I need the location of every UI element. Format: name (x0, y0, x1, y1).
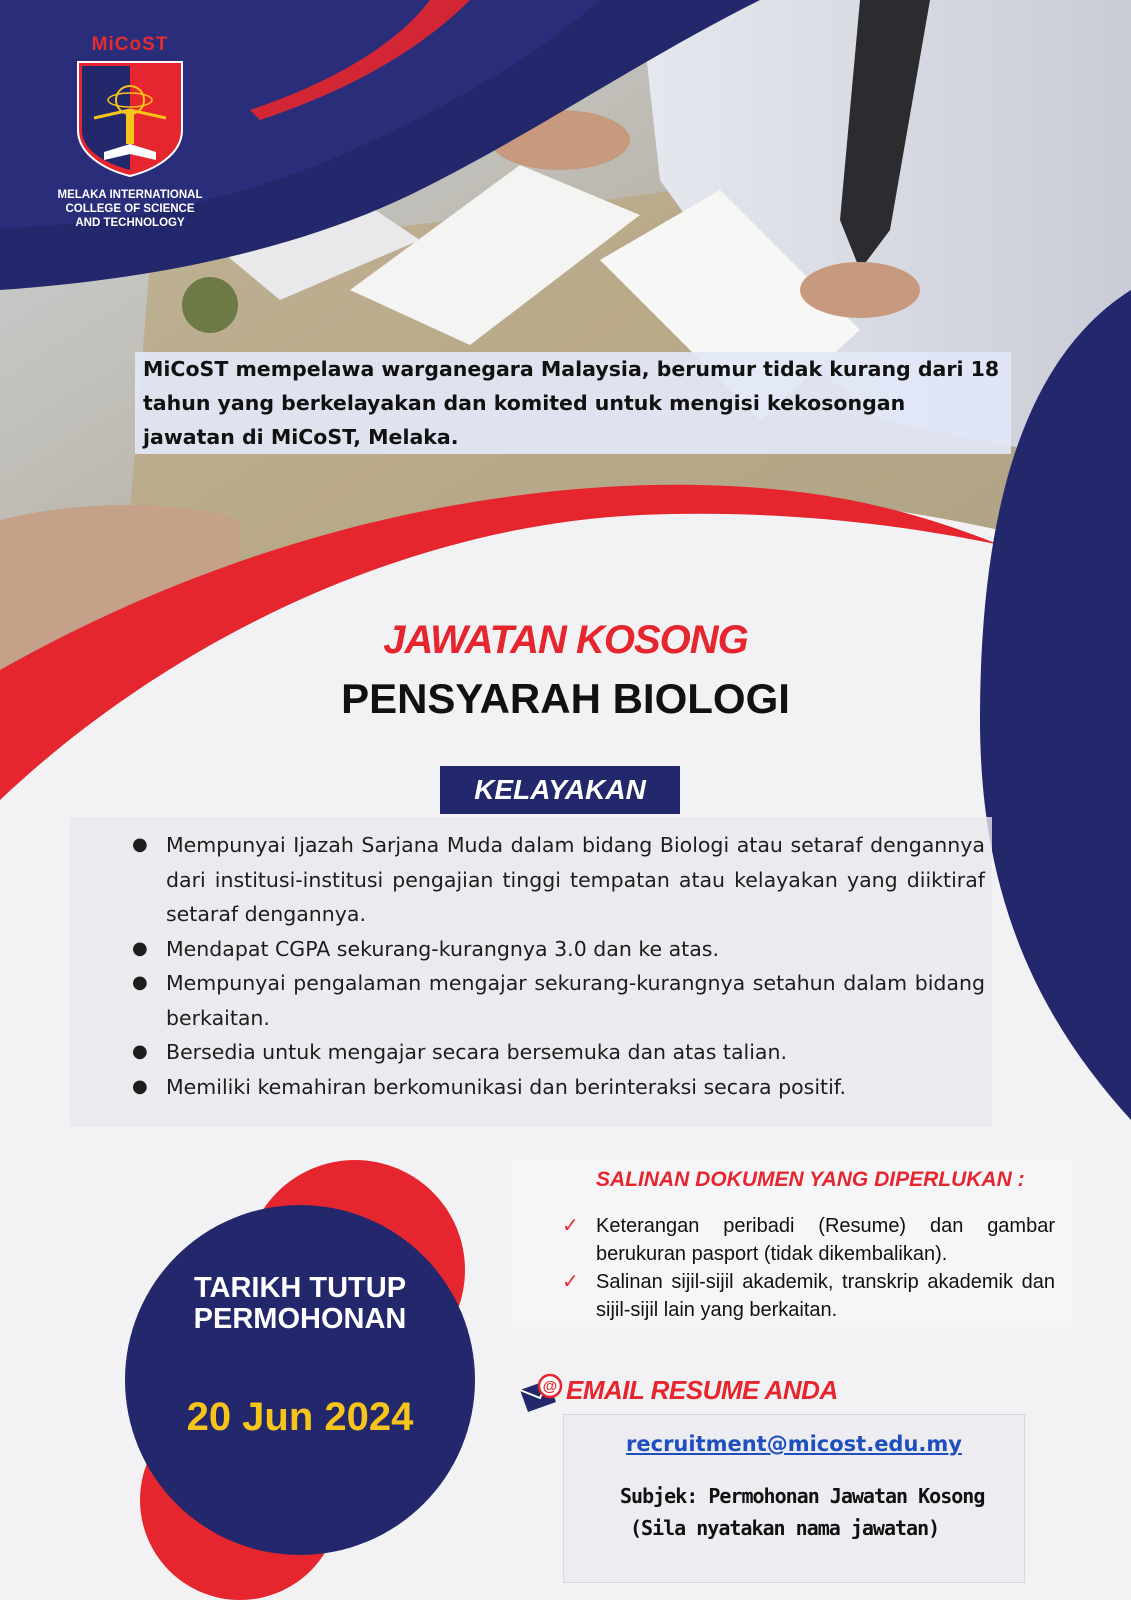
email-heading: EMAIL RESUME ANDA (566, 1375, 838, 1405)
intro-text: MiCoST mempelawa warganegara Malaysia, berumur tidak kurang dari 18 tahun yang berkelayakan dan komited untuk mengisi kekosongan jawatan di MiCoST, Melaka. (135, 352, 1011, 454)
bullet-icon: ● (132, 834, 148, 855)
bullet-icon: ● (132, 1075, 148, 1097)
checkmark-icon: ✓ (562, 1271, 579, 1293)
email-subject: Subjek: Permohonan Jawatan Kosong (Sila nyatakan nama jawatan) (620, 1484, 985, 1540)
list-item: ● Mempunyai pengalaman mengajar sekurang-kurangnya setahun dalam bidang berkaitan. (128, 966, 985, 1035)
list-item: ● Mendapat CGPA sekurang-kurangnya 3.0 dan ke atas. (128, 932, 985, 967)
list-item: ● Mempunyai Ijazah Sarjana Muda dalam bidang Biologi atau setaraf dengannya dari institusi-institusi pengajian tinggi tempatan atau kelayakan yang diiktiraf setaraf dengannya. (128, 828, 985, 932)
qualifications-badge: KELAYAKAN (440, 766, 680, 814)
email-at-icon (518, 1372, 564, 1412)
list-item: ● Memiliki kemahiran berkomunikasi dan berinteraksi secara positif. (128, 1070, 985, 1105)
svg-text:@: @ (542, 1378, 558, 1395)
closing-label: TARIKH TUTUP PERMOHONAN (193, 1272, 407, 1335)
bullet-icon: ● (132, 1041, 148, 1062)
bullet-icon: ● (132, 972, 148, 993)
vacancy-headline: JAWATAN KOSONG (383, 618, 748, 662)
documents-title: SALINAN DOKUMEN YANG DIPERLUKAN : (596, 1168, 1025, 1191)
position-title: PENSYARAH BIOLOGI (341, 675, 790, 722)
bullet-icon: ● (132, 937, 148, 959)
email-address-link[interactable]: recruitment@micost.edu.my (626, 1432, 962, 1456)
college-logo (40, 34, 220, 230)
list-item: ✓ Keterangan peribadi (Resume) dan gambar berukuran pasport (tidak dikembalikan). (560, 1212, 1055, 1268)
documents-list (560, 1212, 1055, 1324)
logo-acronym: MiCoST (91, 34, 169, 55)
qualifications-list (128, 828, 985, 1104)
closing-date: 20 Jun 2024 (186, 1395, 414, 1439)
list-item: ● Bersedia untuk mengajar secara bersemuka dan atas talian. (128, 1035, 985, 1070)
list-item: ✓ Salinan sijil-sijil akademik, transkrip akademik dan sijil-sijil lain yang berkaitan. (560, 1268, 1055, 1324)
checkmark-icon: ✓ (562, 1215, 579, 1237)
crest-shield-icon (74, 60, 186, 178)
logo-college-name: MELAKA INTERNATIONAL COLLEGE OF SCIENCE AND TECHNOLOGY (57, 189, 203, 229)
